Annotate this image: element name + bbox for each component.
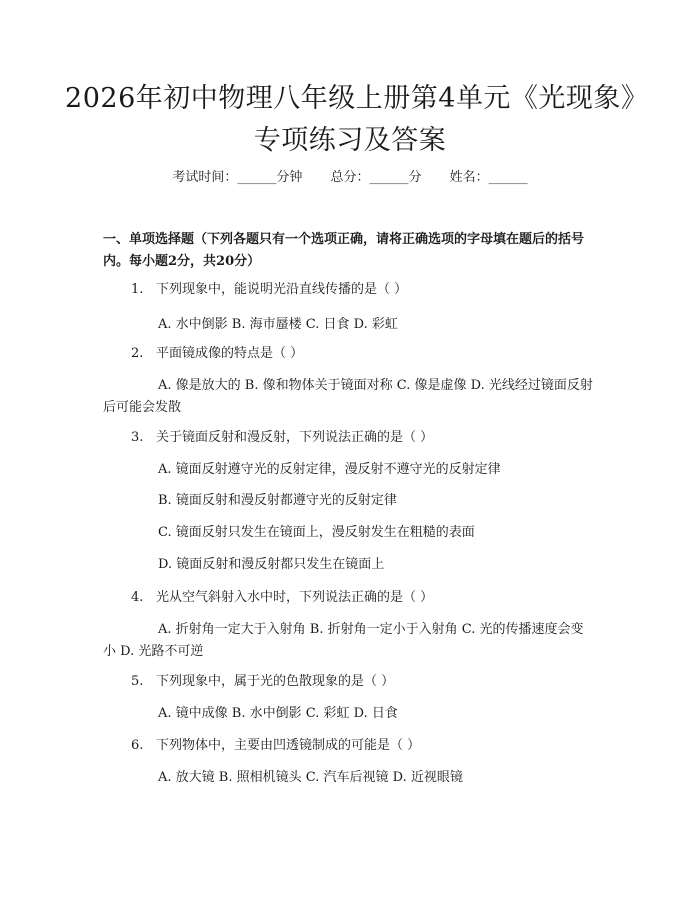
total-score-label: 总分： <box>330 170 370 185</box>
total-score-field <box>330 170 421 185</box>
question-number: 6. <box>131 738 144 753</box>
question-number: 4. <box>131 590 144 605</box>
document-title: 2026年初中物理八年级上册第4单元《光现象》专项练习及答案 <box>65 83 635 156</box>
exam-time-label: 考试时间： <box>172 170 238 185</box>
exam-time-field <box>172 170 302 185</box>
question-stem <box>103 735 595 757</box>
question-number: 2. <box>131 346 144 361</box>
exam-time-unit: 分钟 <box>276 170 303 185</box>
exam-time-blank: ______ <box>237 170 277 185</box>
question-options: A. 像是放大的 B. 像和物体关于镜面对称 C. 像是虚像 D. 光线经过镜面反射后可能会发散 <box>103 378 593 415</box>
question-number: 5. <box>131 674 144 689</box>
question-text: 下列现象中，能说明光沿直线传播的是（ ） <box>156 282 408 297</box>
question-option: B. 镜面反射和漫反射都遵守光的反射定律 <box>158 493 397 508</box>
question-stem <box>103 343 595 365</box>
question-option: A. 镜面反射遵守光的反射定律，漫反射不遵守光的反射定律 <box>158 462 501 477</box>
section-heading: 一、单项选择题（下列各题只有一个选项正确，请将正确选项的字母填在题后的括号内。每小题2分，共20分） <box>103 232 585 269</box>
total-score-blank: ______ <box>369 170 409 185</box>
question-options: A. 镜中成像 B. 水中倒影 C. 彩虹 D. 日食 <box>158 706 398 721</box>
question-options: A. 放大镜 B. 照相机镜头 C. 汽车后视镜 D. 近视眼镜 <box>158 770 463 785</box>
student-name-blank: ______ <box>488 170 528 185</box>
question-number: 1. <box>131 282 144 297</box>
question-text: 下列现象中，属于光的色散现象的是（ ） <box>156 674 395 689</box>
exam-info-line <box>0 169 700 187</box>
question-stem <box>103 587 595 609</box>
student-name-field <box>450 170 528 185</box>
question-stem <box>103 427 595 449</box>
question-text: 下列物体中，主要由凹透镜制成的可能是（ ） <box>156 738 421 753</box>
question-text: 光从空气斜射入水中时，下列说法正确的是（ ） <box>156 590 434 605</box>
question-text: 平面镜成像的特点是（ ） <box>156 346 304 361</box>
question-option: C. 镜面反射只发生在镜面上，漫反射发生在粗糙的表面 <box>158 525 475 540</box>
question-number: 3. <box>131 430 144 445</box>
question-options: A. 折射角一定大于入射角 B. 折射角一定小于入射角 C. 光的传播速度会变小 D. 光路不可逆 <box>103 622 584 659</box>
question-stem <box>103 671 595 693</box>
question-option: D. 镜面反射和漫反射都只发生在镜面上 <box>158 557 385 572</box>
question-text: 关于镜面反射和漫反射，下列说法正确的是（ ） <box>156 430 434 445</box>
question-options: A. 水中倒影 B. 海市蜃楼 C. 日食 D. 彩虹 <box>158 317 398 332</box>
question-stem <box>103 279 595 301</box>
total-score-unit: 分 <box>408 170 422 185</box>
student-name-label: 姓名： <box>449 170 489 185</box>
